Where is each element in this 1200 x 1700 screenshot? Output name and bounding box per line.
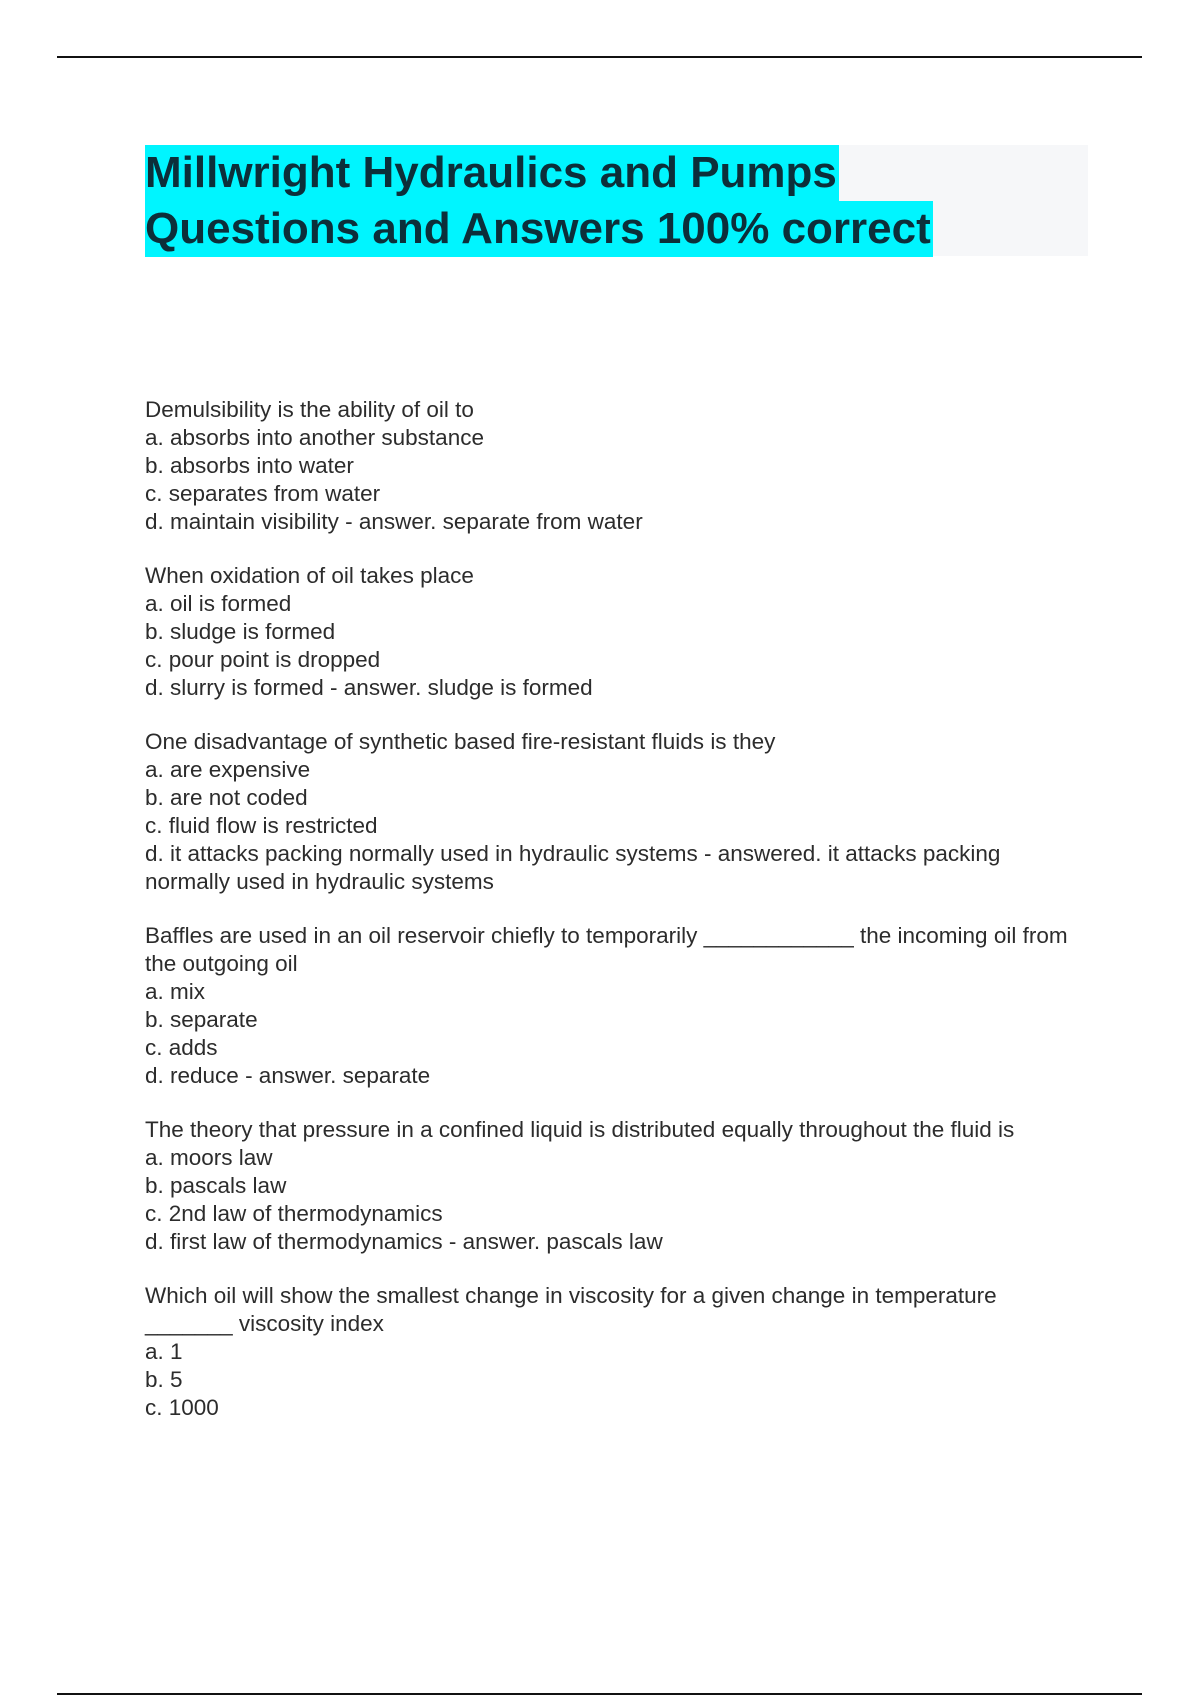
document-title-line-2: Questions and Answers 100% correct — [145, 201, 933, 257]
answer-option: c. fluid flow is restricted — [145, 813, 378, 838]
question-text: The theory that pressure in a confined liquid is distributed equally throughout the fluid is — [145, 1117, 1015, 1142]
answer-option: a. moors law — [145, 1145, 273, 1170]
question-block — [145, 922, 1090, 1090]
answer-option: a. mix — [145, 979, 206, 1004]
answer-option: a. oil is formed — [145, 591, 292, 616]
answer-option: c. separates from water — [145, 481, 381, 506]
answer-option: c. 2nd law of thermodynamics — [145, 1201, 443, 1226]
question-block — [145, 1116, 1090, 1256]
question-text: Which oil will show the smallest change in viscosity for a given change in temperature _______ viscosity index — [145, 1283, 1003, 1336]
answer-option: a. absorbs into another substance — [145, 425, 484, 450]
questions-list — [145, 396, 1090, 1448]
answer-option: c. adds — [145, 1035, 218, 1060]
question-text: One disadvantage of synthetic based fire-resistant fluids is they — [145, 729, 776, 754]
question-text: When oxidation of oil takes place — [145, 563, 474, 588]
answer-option: d. reduce - answer. separate — [145, 1063, 431, 1088]
answer-option: a. 1 — [145, 1339, 183, 1364]
question-text: Baffles are used in an oil reservoir chiefly to temporarily ____________ the incoming oil from the outgoing oil — [145, 923, 1074, 976]
footer-rule — [57, 1693, 1142, 1695]
question-block — [145, 728, 1090, 896]
answer-option: c. pour point is dropped — [145, 647, 381, 672]
answer-option: b. absorbs into water — [145, 453, 354, 478]
answer-option: b. separate — [145, 1007, 258, 1032]
answer-option: b. 5 — [145, 1367, 183, 1392]
answer-option: d. it attacks packing normally used in hydraulic systems - answered. it attacks packing normally used in hydraulic systems — [145, 841, 1007, 894]
answer-option: b. are not coded — [145, 785, 308, 810]
document-title-line-1: Millwright Hydraulics and Pumps — [145, 145, 839, 201]
question-block — [145, 1282, 1090, 1422]
answer-option: d. first law of thermodynamics - answer. pascals law — [145, 1229, 663, 1254]
answer-option: d. slurry is formed - answer. sludge is formed — [145, 675, 593, 700]
answer-option: a. are expensive — [145, 757, 311, 782]
question-block — [145, 396, 1090, 536]
answer-option: c. 1000 — [145, 1395, 219, 1420]
answer-option: d. maintain visibility - answer. separate from water — [145, 509, 643, 534]
header-rule — [57, 56, 1142, 58]
question-text: Demulsibility is the ability of oil to — [145, 397, 474, 422]
answer-option: b. sludge is formed — [145, 619, 336, 644]
question-block — [145, 562, 1090, 702]
answer-option: b. pascals law — [145, 1173, 287, 1198]
